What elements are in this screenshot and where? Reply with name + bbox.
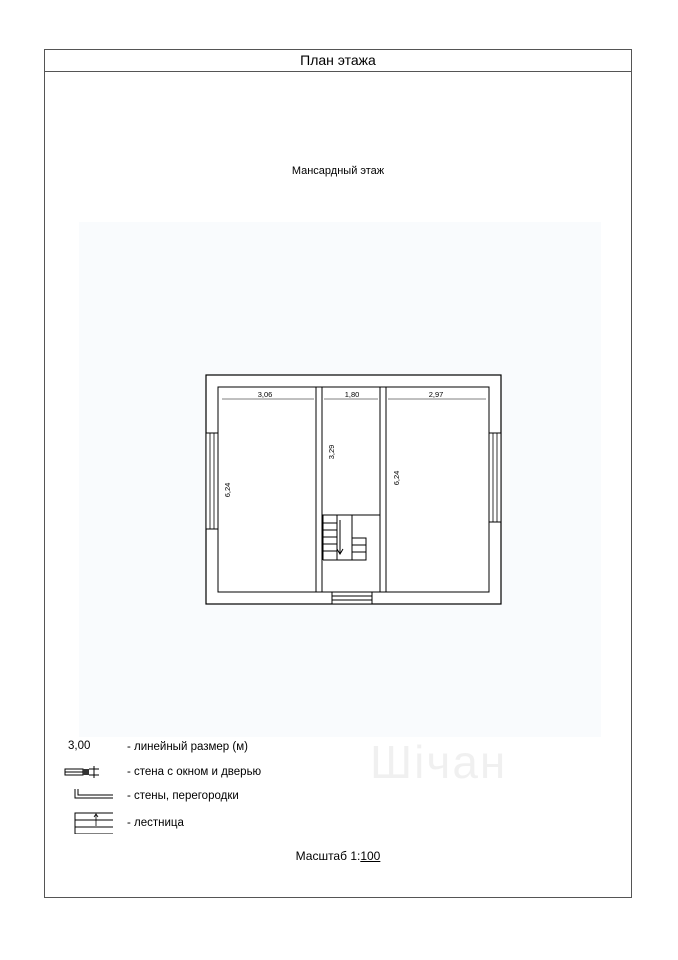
floor-name: Мансардный этаж xyxy=(291,165,385,177)
right-window xyxy=(489,433,501,522)
right-partition xyxy=(380,387,386,592)
legend-stairs-label: - лестница xyxy=(127,817,184,829)
dim-middle-length: 3,29 xyxy=(327,444,336,460)
legend-dimension-label: - линейный размер (м) xyxy=(127,741,248,753)
scale-value: 100 xyxy=(360,849,381,863)
scale-prefix: Масштаб 1: xyxy=(295,849,361,863)
dim-left-width: 3,06 xyxy=(257,390,273,399)
dimension-sample-text: 3,00 xyxy=(68,740,91,752)
legend-walls-label: - стены, перегородки xyxy=(127,790,239,802)
dim-middle-width: 1,80 xyxy=(344,390,360,399)
left-partition xyxy=(316,387,322,592)
dim-left-length: 6,24 xyxy=(223,482,232,498)
dim-right-length: 6,24 xyxy=(392,470,401,486)
dim-right-width: 2,97 xyxy=(428,390,444,399)
legend-wall-window-label: - стена с окном и дверью xyxy=(127,766,262,778)
watermark: Шiчан xyxy=(370,736,508,788)
inner-wall-outline xyxy=(218,387,489,592)
entrance-door xyxy=(332,592,372,604)
sheet-title: План этажа xyxy=(45,50,631,72)
left-window xyxy=(206,433,218,529)
